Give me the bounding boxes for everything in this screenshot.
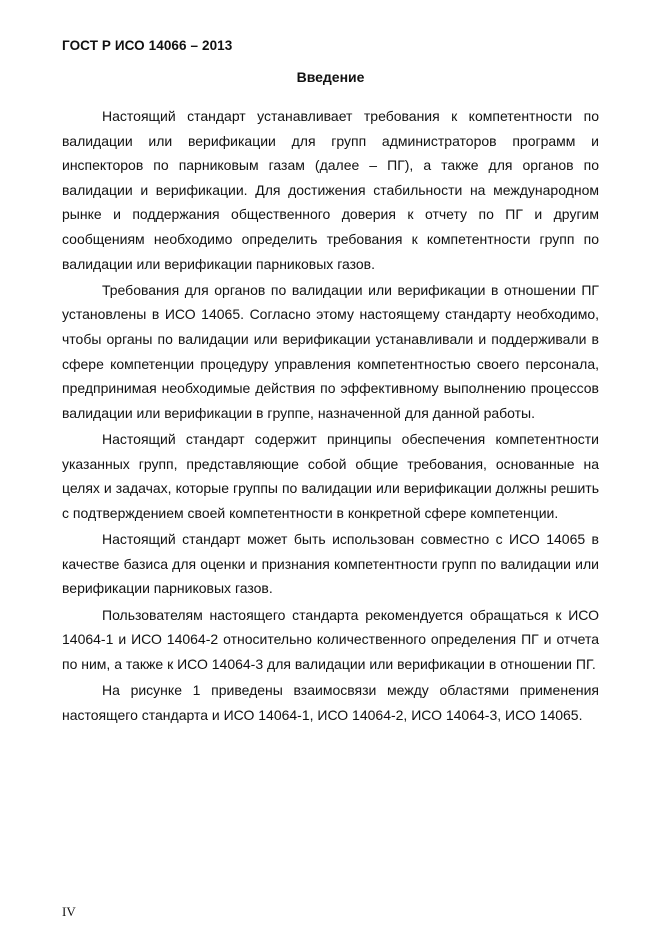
paragraph: Пользователям настоящего стандарта рекомендуется обращаться к ИСО 14064-1 и ИСО 14064-2 относительно количественного определения ПГ и отчета по ним, а также к ИСО 14064-3 для валидации или верификации в отношении ПГ.	[62, 606, 599, 672]
paragraph: Настоящий стандарт может быть использован совместно с ИСО 14065 в качестве базиса для оценки и признания компетентности групп по валидации или верификации парниковых газов.	[62, 531, 599, 597]
document-header: ГОСТ Р ИСО 14066 – 2013	[62, 38, 233, 53]
document-body	[62, 104, 599, 729]
paragraph: Требования для органов по валидации или верификации в отношении ПГ установлены в ИСО 14065. Согласно этому настоящему стандарту необходимо, чтобы органы по валидации или верификации устанавливали и поддерживали в сфере компетенции процедуру управления компетентностью своего персонала, предпринимая необходимые действия по эффективному выполнению процессов валидации или верификации в группе, назначенной для данной работы.	[62, 281, 599, 421]
section-title: Введение	[296, 69, 365, 85]
page-number: IV	[62, 904, 76, 919]
paragraph: Настоящий стандарт устанавливает требования к компетентности по валидации или верификации для групп администраторов программ и инспекторов по парниковым газам (далее – ПГ), а также для органов по валидации и верификации. Для достижения стабильности на международном рынке и поддержания общественного доверия к отчету по ПГ и другим сообщениям необходимо определить требования к компетентности групп по валидации или верификации парниковых газов.	[62, 108, 599, 272]
paragraph: Настоящий стандарт содержит принципы обеспечения компетентности указанных групп, представляющие собой общие требования, основанные на целях и задачах, которые группы по валидации или верификации должны решить с подтверждением своей компетентности в конкретной сфере компетенции.	[62, 431, 599, 521]
paragraph: На рисунке 1 приведены взаимосвязи между областями применения настоящего стандарта и ИСО 14064-1, ИСО 14064-2, ИСО 14064-3, ИСО 14065.	[62, 682, 599, 723]
